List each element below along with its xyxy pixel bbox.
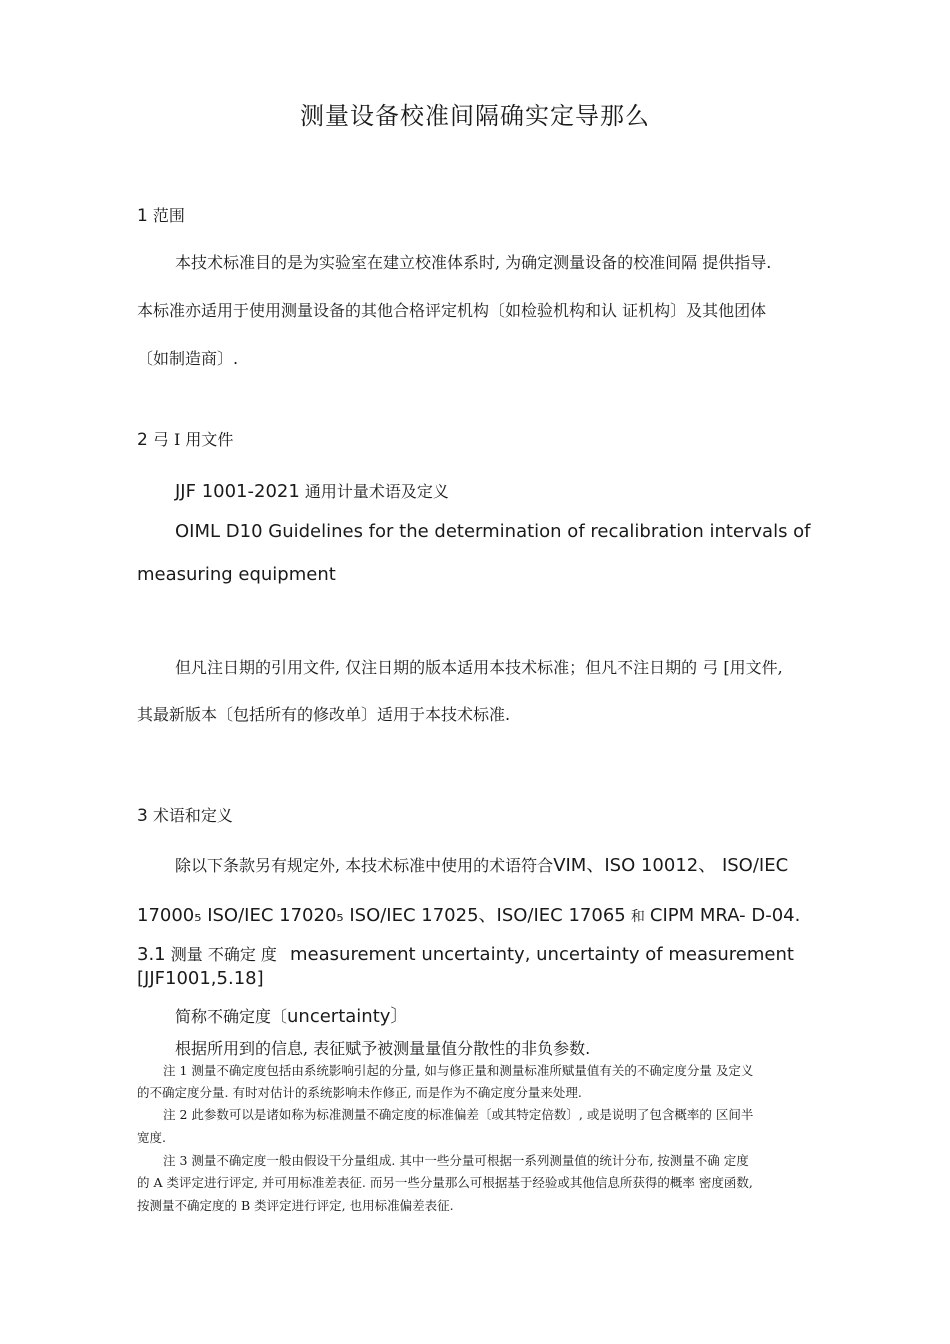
section-3-number: 3 [137,806,148,826]
short-name-cn: 简称不确定度〔 [175,1007,288,1026]
intro-standards: VIM、ISO 10012、 ISO/IEC [553,855,789,876]
note-3-line-2: 的 A 类评定进行评定, 并可用标准差表征. 而另一些分量那么可根据基于经验或其他信息所获得的概率 密度函数, [137,1175,753,1190]
section-2-number: 2 [137,430,148,450]
note-2-line-2: 宽度. [137,1130,166,1145]
reference-2-line-1: OIML D10 Guidelines for the determination of recalibration intervals of [175,521,811,542]
section-1-line-1: 本技术标准目的是为实验室在建立校准体系时, 为确定测量设备的校准间隔 提供指导. [175,253,772,272]
section-1-heading [137,203,185,226]
short-name-en: uncertainty〕 [287,1006,409,1027]
definition-3-1-heading [137,942,794,965]
section-2-para-line-1: 但凡注日期的引用文件, 仅注日期的版本适用本技术标准；但凡不注日期的 弓 [用文件, [175,658,783,677]
definition-text: 根据所用到的信息, 表征赋予被测量量值分散性的非负参数. [175,1039,591,1058]
short-name-line [175,1002,408,1028]
reference-1-code: JJF 1001-2021 [175,481,300,502]
section-1-line-2: 本标准亦适用于使用测量设备的其他合格评定机构〔如检验机构和认 证机构〕及其他团体 [137,301,767,320]
reference-1 [175,479,449,502]
section-1-number: 1 [137,206,148,226]
note-3-line-3: 按测量不确定度的 B 类评定进行评定, 也用标准偏差表征. [137,1198,454,1213]
section-3-intro-line-1 [175,851,788,877]
note-3-line-1: 注 3 测量不确定度一般由假设干分量组成. 其中一些分量可根据一系列测量值的统计分布, 按测量不确 定度 [163,1153,749,1168]
definition-term-cn: 测量 不确定 度 [170,945,277,964]
section-2-para-line-2: 其最新版本〔包括所有的修改单〕适用于本技术标准. [137,705,511,724]
intro-standards-continued: 17000₅ ISO/IEC 17020₅ ISO/IEC 17025、ISO/IEC 17065 [137,905,626,926]
section-3-title: 术语和定义 [152,806,233,825]
definition-number: 3.1 [137,944,166,965]
section-3-intro-line-2 [137,901,800,927]
definition-term-en: measurement uncertainty, uncertainty of measurement [290,944,794,965]
note-2-line-1: 注 2 此参数可以是诸如称为标准测量不确定度的标准偏差〔或其特定倍数〕, 或是说明了包含概率的 区间半 [163,1107,754,1122]
section-2-title: 弓 I 用文件 [152,430,234,449]
section-2-heading [137,427,233,450]
note-1-line-1: 注 1 测量不确定度包括由系统影响引起的分量, 如与修正量和测量标准所赋量值有关的不确定度分量 及定义 [163,1063,754,1078]
intro-cipm: CIPM MRA- D-04. [649,905,801,926]
note-1-line-2: 的不确定度分量. 有时对估计的系统影响未作修正, 而是作为不确定度分量来处理. [137,1085,582,1100]
section-1-title: 范围 [152,206,185,225]
definition-reference: [JJF1001,5.18] [137,968,264,989]
reference-2-line-2: measuring equipment [137,564,336,585]
reference-1-title: 通用计量术语及定义 [304,482,449,501]
section-3-heading [137,803,233,826]
document-title: 测量设备校准间隔确实定导那么 [300,102,650,130]
intro-text: 除以下条款另有规定外, 本技术标准中使用的术语符合 [175,856,554,875]
section-1-line-3: 〔如制造商〕. [137,349,239,368]
intro-and: 和 [630,909,645,925]
